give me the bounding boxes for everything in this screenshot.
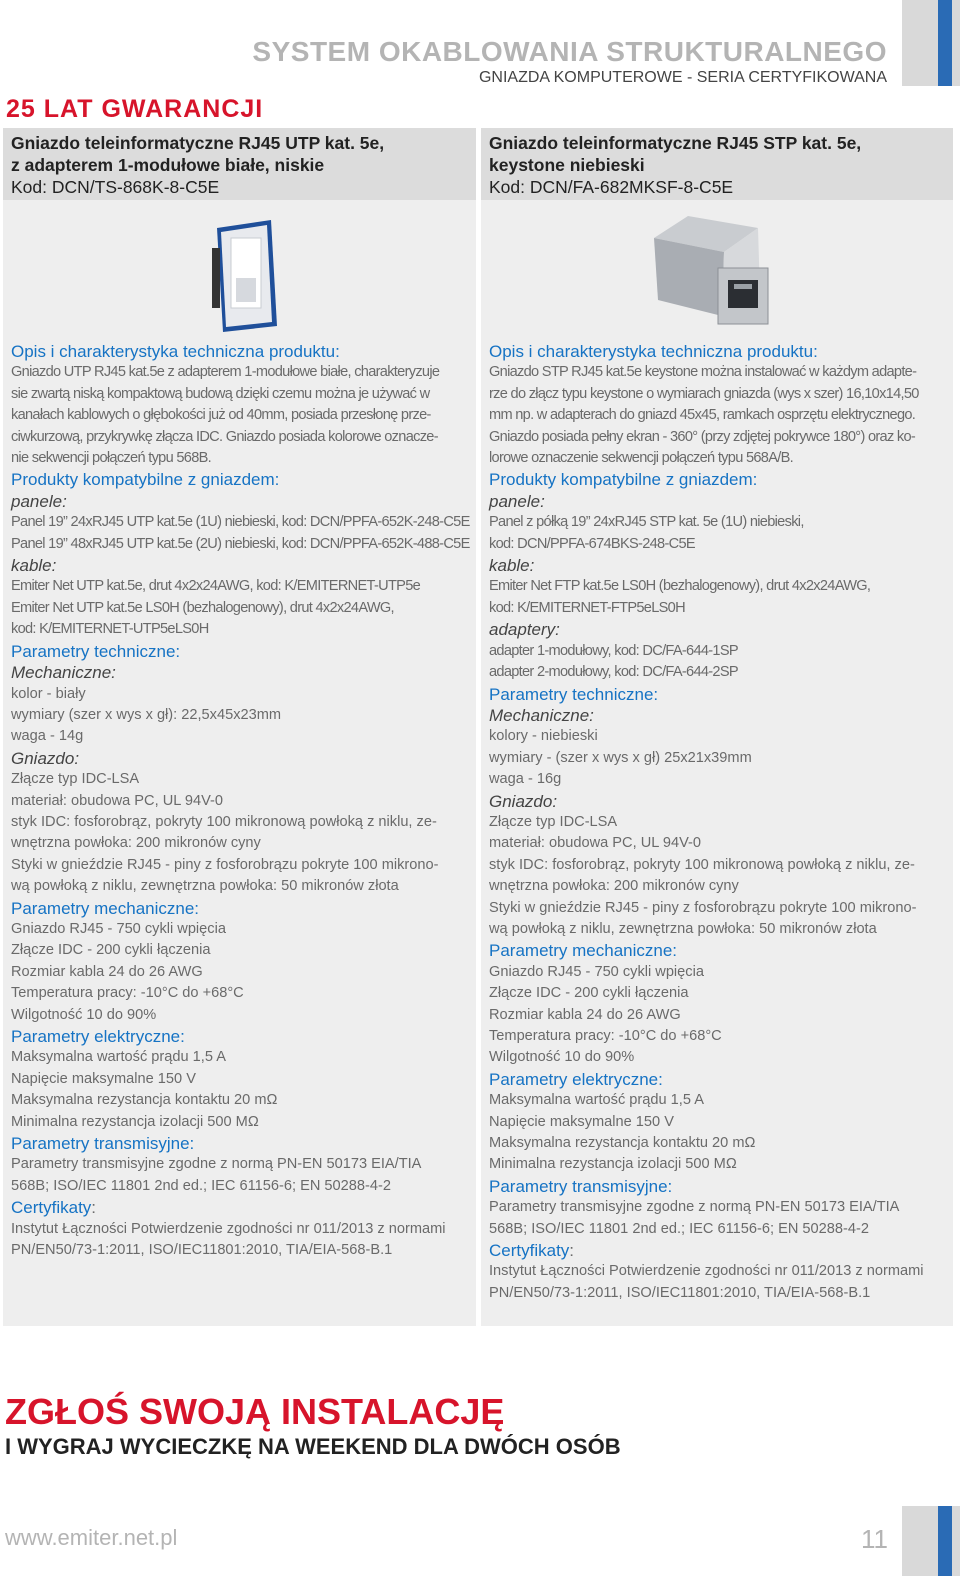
desc-line: lorowe oznaczenie sekwencji połączeń typu 568A/B. — [489, 450, 793, 467]
socket-item: styk IDC: fosforobrąz, pokryty 100 mikronową powłoką z niklu, ze- — [489, 856, 915, 873]
section-heading-certificates: Certyfikaty: — [11, 1198, 97, 1218]
product-title-line2: keystone niebieski — [489, 155, 645, 175]
catalog-subtitle: GNIAZDA KOMPUTEROWE - SERIA CERTYFIKOWANA — [478, 69, 887, 86]
electrical-param: Napięcie maksymalne 150 V — [489, 1113, 674, 1130]
product-code: Kod: DCN/FA-682MKSF-8-C5E — [489, 177, 734, 197]
socket-item: wnętrzna powłoka: 200 mikronów cyny — [11, 835, 261, 852]
subheading-panels: panele: — [489, 491, 545, 511]
electrical-param: Maksymalna rezystancja kontaktu 20 mΩ — [11, 1092, 278, 1109]
socket-item: materiał: obudowa PC, UL 94V-0 — [11, 792, 223, 809]
cable-item: Emiter Net UTP kat.5e LS0H (bezhalogenowy), drut 4x2x24AWG, — [11, 599, 394, 616]
socket-item: Styki w gnieździe RJ45 - piny z fosforobrązu pokryte 100 mikrono- — [489, 899, 917, 916]
subheading-adapters: adaptery: — [489, 620, 560, 640]
socket-item: wnętrzna powłoka: 200 mikronów cyny — [489, 878, 739, 895]
desc-line: Gniazdo STP RJ45 kat.5e keystone można instalować w każdym adapte- — [489, 364, 917, 381]
page-number: 11 — [861, 1524, 888, 1554]
product-body-left — [11, 341, 471, 1261]
promo-headline: ZGŁOŚ SWOJĄ INSTALACJĘ — [5, 1391, 505, 1432]
section-heading-mechanical-params: Parametry mechaniczne: — [489, 941, 678, 961]
cable-item: kod: K/EMITERNET-FTP5eLS0H — [489, 599, 685, 616]
subheading-socket: Gniazdo: — [11, 748, 80, 768]
product-header-right — [481, 128, 953, 200]
transmission-param: 568B; ISO/IEC 11801 2nd ed.; IEC 61156-6; EN 50288-4-2 — [489, 1220, 869, 1237]
subheading-mechanical: Mechaniczne: — [11, 663, 116, 683]
socket-item: wą powłoką z niklu, zewnętrzna powłoka: 50 mikronów złota — [489, 920, 877, 937]
desc-line: Gniazdo posiada pełny ekran - 360° (przy zdjętej pokrywce 180°) oraz ko- — [489, 428, 916, 445]
section-heading-transmission: Parametry transmisyjne: — [489, 1176, 673, 1196]
transmission-param: Parametry transmisyjne zgodne z normą PN-EN 50173 EIA/TIA — [11, 1156, 422, 1173]
socket-item: styk IDC: fosforobrąz, pokryty 100 mikronową powłoką z niklu, ze- — [11, 813, 437, 830]
product-code: Kod: DCN/TS-868K-8-C5E — [11, 177, 220, 197]
product-body-right — [489, 341, 949, 1304]
electrical-param: Maksymalna wartość prądu 1,5 A — [11, 1049, 226, 1066]
electrical-param: Napięcie maksymalne 150 V — [11, 1070, 196, 1087]
subheading-panels: panele: — [11, 491, 67, 511]
mechanical-param: Wilgotność 10 do 90% — [11, 1006, 157, 1023]
panel-item: Panel 19” 48xRJ45 UTP kat.5e (2U) niebieski, kod: DCN/PPFA-652K-488-C5E — [11, 535, 470, 552]
electrical-param: Minimalna rezystancja izolacji 500 MΩ — [11, 1113, 259, 1130]
mechanical-item: waga - 14g — [11, 728, 84, 745]
desc-line: ciwkurzową, przykrywkę złącza IDC. Gniazdo posiada kolorowe oznacze- — [11, 428, 438, 445]
mechanical-param: Temperatura pracy: -10°C do +68°C — [11, 985, 244, 1002]
mechanical-param: Temperatura pracy: -10°C do +68°C — [489, 1028, 722, 1044]
section-heading-description: Opis i charakterystyka techniczna produktu: — [489, 342, 818, 361]
corner-decoration-bottom — [902, 1506, 960, 1576]
mechanical-param: Gniazdo RJ45 - 750 cykli wpięcia — [11, 920, 226, 937]
section-heading-compatible: Produkty kompatybilne z gniazdem: — [489, 470, 758, 490]
mechanical-param: Złącze IDC - 200 cykli łączenia — [11, 942, 211, 959]
subheading-cables: kable: — [11, 556, 57, 576]
electrical-param: Maksymalna wartość prądu 1,5 A — [489, 1092, 704, 1109]
certificate-item: PN/EN50/73-1:2011, ISO/IEC11801:2010, TIA/EIA-568-B.1 — [489, 1284, 871, 1301]
section-heading-technical: Parametry techniczne: — [489, 684, 659, 704]
desc-line: sie zwartą niską kompaktową budową dzięki czemu można je używać w — [11, 385, 430, 402]
subheading-mechanical: Mechaniczne: — [489, 705, 594, 725]
mechanical-item: wymiary (szer x wys x gł): 22,5x45x23mm — [11, 706, 282, 723]
accent-bar — [938, 1506, 952, 1576]
product-title-line2: z adapterem 1-modułowe białe, niskie — [11, 155, 325, 175]
section-heading-technical: Parametry techniczne: — [11, 641, 181, 661]
mechanical-param: Wilgotność 10 do 90% — [489, 1049, 635, 1066]
panel-item: Panel 19” 24xRJ45 UTP kat.5e (1U) niebieski, kod: DCN/PPFA-652K-248-C5E — [11, 514, 470, 531]
desc-line: kanałach kablowych o głębokości już od 40mm, posiada przesłonę prze- — [11, 407, 431, 424]
certificate-item: Instytut Łączności Potwierdzenie zgodności nr 011/2013 z normami — [11, 1220, 446, 1237]
electrical-param: Maksymalna rezystancja kontaktu 20 mΩ — [489, 1135, 756, 1152]
transmission-param: Parametry transmisyjne zgodne z normą PN-EN 50173 EIA/TIA — [489, 1199, 900, 1216]
mechanical-item: kolor - biały — [11, 685, 86, 702]
website-link[interactable]: www.emiter.net.pl — [5, 1525, 178, 1550]
mechanical-param: Złącze IDC - 200 cykli łączenia — [489, 985, 689, 1002]
section-heading-certificates: Certyfikaty: — [489, 1241, 575, 1261]
subheading-socket: Gniazdo: — [489, 791, 558, 811]
desc-line: Gniazdo UTP RJ45 kat.5e z adapterem 1-modułowe białe, charakteryzuje — [11, 364, 440, 381]
certificate-item: Instytut Łączności Potwierdzenie zgodności nr 011/2013 z normami — [489, 1263, 924, 1280]
adapter-item: adapter 2-modułowy, kod: DC/FA-644-2SP — [489, 664, 738, 681]
mechanical-param: Gniazdo RJ45 - 750 cykli wpięcia — [489, 963, 704, 980]
socket-item: materiał: obudowa PC, UL 94V-0 — [489, 835, 701, 852]
section-heading-electrical: Parametry elektryczne: — [489, 1069, 663, 1089]
guarantee-banner: 25 LAT GWARANCJI — [6, 95, 264, 123]
accent-bar — [938, 0, 952, 86]
socket-item: Styki w gnieździe RJ45 - piny z fosforobrązu pokryte 100 mikrono- — [11, 856, 439, 873]
transmission-param: 568B; ISO/IEC 11801 2nd ed.; IEC 61156-6; EN 50288-4-2 — [11, 1177, 391, 1194]
panel-item: Panel z półką 19” 24xRJ45 STP kat. 5e (1U) niebieski, — [489, 514, 804, 531]
section-heading-compatible: Produkty kompatybilne z gniazdem: — [11, 470, 280, 490]
panel-item: kod: DCN/PPFA-674BKS-248-C5E — [489, 535, 695, 552]
cable-item: Emiter Net FTP kat.5e LS0H (bezhalogenowy), drut 4x2x24AWG, — [489, 578, 871, 595]
desc-line: rze do złącz typu keystone o wymiarach gniazda (wys x szer) 16,10x14,50 — [489, 385, 919, 402]
section-heading-description: Opis i charakterystyka techniczna produktu: — [11, 342, 340, 361]
desc-line: mm np. w adapterach do gniazd 45x45, ramkach osprzętu elektrycznego. — [489, 407, 916, 424]
shielded-keystone-image — [648, 208, 780, 332]
section-heading-mechanical-params: Parametry mechaniczne: — [11, 898, 200, 918]
section-heading-transmission: Parametry transmisyjne: — [11, 1134, 195, 1154]
mechanical-item: kolory - niebieski — [489, 728, 598, 745]
section-heading-electrical: Parametry elektryczne: — [11, 1027, 185, 1046]
electrical-param: Minimalna rezystancja izolacji 500 MΩ — [489, 1156, 737, 1173]
mechanical-item: waga - 16g — [489, 771, 562, 788]
subheading-cables: kable: — [489, 556, 535, 576]
mechanical-param: Rozmiar kabla 24 do 26 AWG — [11, 963, 203, 980]
mechanical-item: wymiary - (szer x wys x gł) 25x21x39mm — [489, 749, 752, 766]
catalog-title: SYSTEM OKABLOWANIA STRUKTURALNEGO — [252, 36, 887, 67]
certificate-item: PN/EN50/73-1:2011, ISO/IEC11801:2010, TIA/EIA-568-B.1 — [11, 1242, 393, 1259]
mechanical-param: Rozmiar kabla 24 do 26 AWG — [489, 1006, 681, 1023]
corner-decoration-top — [902, 0, 960, 86]
cable-item: Emiter Net UTP kat.5e, drut 4x2x24AWG, kod: K/EMITERNET-UTP5e — [11, 578, 421, 595]
desc-line: nie sekwencji połączeń typu 568B. — [11, 450, 211, 467]
adapter-item: adapter 1-modułowy, kod: DC/FA-644-1SP — [489, 642, 738, 659]
socket-item: Złącze typ IDC-LSA — [11, 771, 140, 788]
product-title-line1: Gniazdo teleinformatyczne RJ45 STP kat. 5e, — [489, 133, 862, 153]
cable-item: kod: K/EMITERNET-UTP5eLS0H — [11, 621, 209, 638]
product-header-left — [3, 128, 476, 200]
white-keystone-module-image — [209, 218, 281, 334]
socket-item: Złącze typ IDC-LSA — [489, 813, 618, 830]
product-title-line1: Gniazdo teleinformatyczne RJ45 UTP kat. 5e, — [11, 133, 385, 153]
promo-subline: I WYGRAJ WYCIECZKĘ NA WEEKEND DLA DWÓCH OSÓB — [5, 1434, 621, 1459]
socket-item: wą powłoką z niklu, zewnętrzna powłoka: 50 mikronów złota — [11, 878, 399, 895]
